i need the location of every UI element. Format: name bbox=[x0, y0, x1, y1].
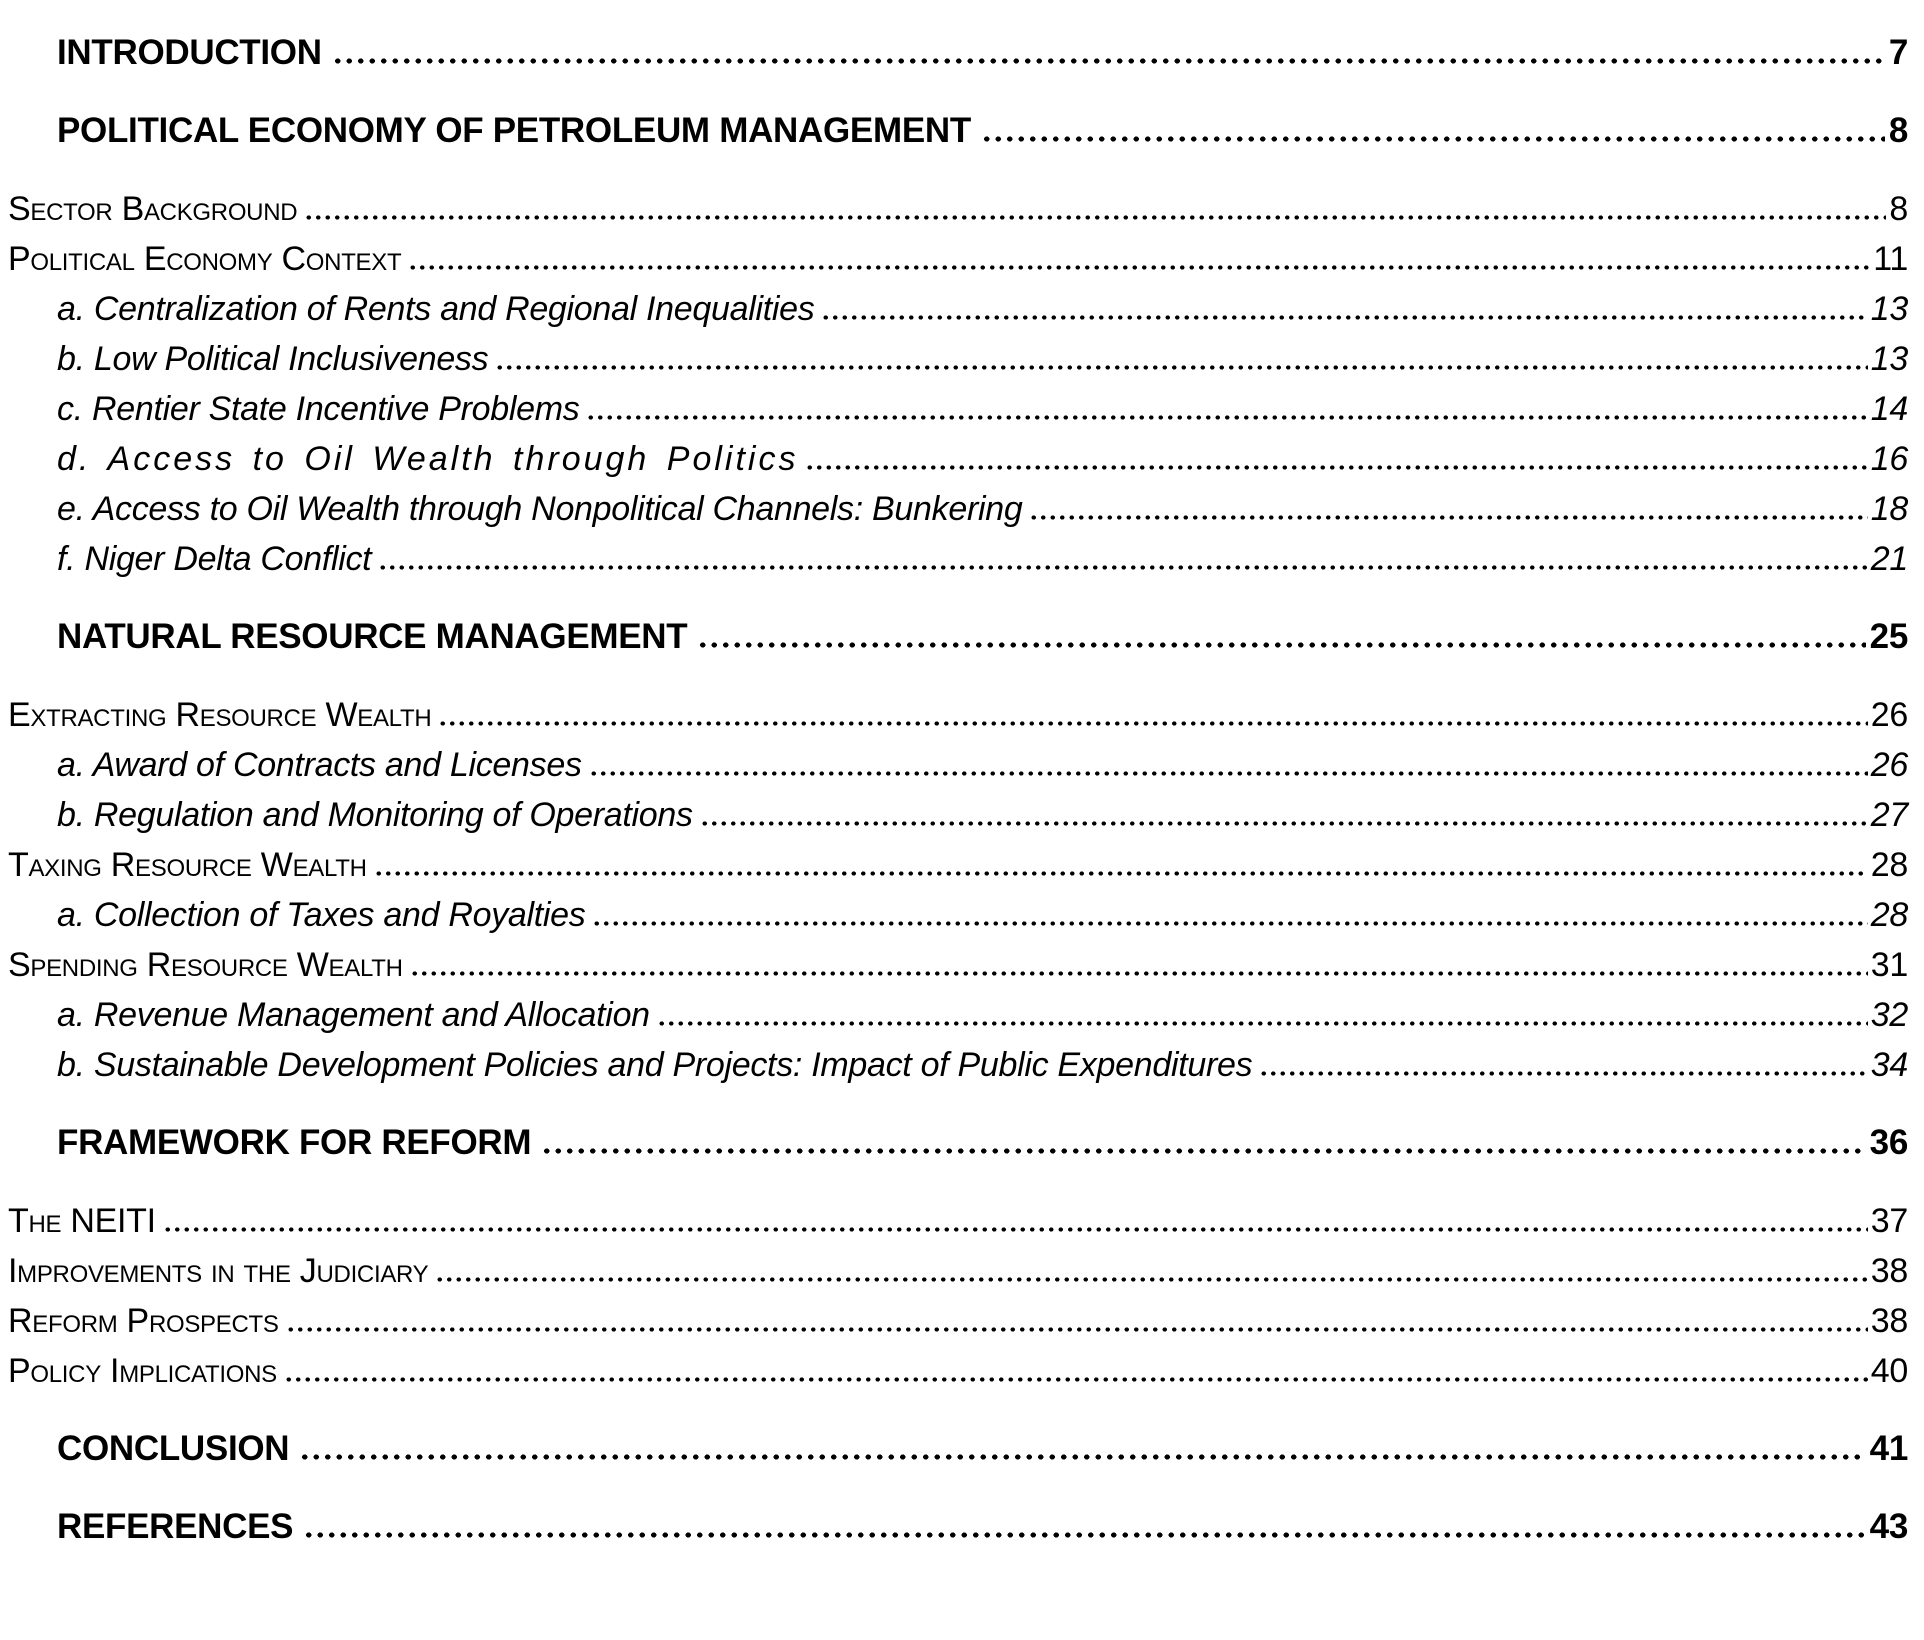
toc-entry-title: d. Access to Oil Wealth through Politics bbox=[57, 440, 799, 478]
toc-entry-title: CONCLUSION bbox=[57, 1429, 290, 1468]
toc-entry-the-neiti[interactable] bbox=[8, 1196, 1908, 1246]
dot-leader bbox=[410, 971, 1868, 976]
toc-entry-extracting-resource-wealth[interactable] bbox=[8, 690, 1908, 740]
dot-leader bbox=[435, 1277, 1867, 1282]
toc-entry-title: b. Regulation and Monitoring of Operations bbox=[57, 796, 693, 834]
toc-entry-access-to-oil-wealth-through-politics[interactable] bbox=[8, 434, 1908, 484]
toc-entry-title: f. Niger Delta Conflict bbox=[57, 540, 372, 578]
dot-leader bbox=[700, 821, 1868, 826]
toc-entry-title: INTRODUCTION bbox=[57, 33, 322, 72]
toc-entry-reform-prospects[interactable] bbox=[8, 1296, 1908, 1346]
dot-leader bbox=[495, 365, 1867, 370]
dot-leader bbox=[697, 642, 1865, 648]
toc-entry-page: 40 bbox=[1870, 1352, 1908, 1390]
toc-entry-page: 13 bbox=[1870, 290, 1908, 328]
toc-entry-page: 38 bbox=[1870, 1302, 1908, 1340]
dot-leader bbox=[303, 1532, 1865, 1538]
toc-entry-title: NATURAL RESOURCE MANAGEMENT bbox=[57, 617, 688, 656]
toc-entry-title: The NEITI bbox=[8, 1202, 156, 1240]
toc-entry-sustainable-development-policies[interactable] bbox=[8, 1040, 1908, 1090]
toc-entry-rentier-state-incentive-problems[interactable] bbox=[8, 384, 1908, 434]
dot-leader bbox=[821, 315, 1867, 320]
dot-leader bbox=[657, 1021, 1868, 1026]
toc-entry-page: 21 bbox=[1870, 540, 1908, 578]
toc-entry-improvements-in-the-judiciary[interactable] bbox=[8, 1246, 1908, 1296]
toc-entry-centralization-of-rents[interactable] bbox=[8, 284, 1908, 334]
toc-entry-page: 11 bbox=[1873, 240, 1908, 278]
toc-entry-sector-background[interactable] bbox=[8, 184, 1908, 234]
dot-leader bbox=[981, 136, 1885, 142]
dot-leader bbox=[286, 1327, 1868, 1332]
toc-entry-title: Spending Resource Wealth bbox=[8, 946, 403, 984]
toc-entry-page: 41 bbox=[1869, 1429, 1908, 1468]
toc-entry-page: 36 bbox=[1869, 1123, 1908, 1162]
toc-entry-political-economy-of-petroleum-management[interactable] bbox=[8, 106, 1908, 156]
toc-entry-framework-for-reform[interactable] bbox=[8, 1118, 1908, 1168]
toc-entry-page: 28 bbox=[1870, 846, 1908, 884]
dot-leader bbox=[374, 871, 1868, 876]
toc-entry-title: a. Collection of Taxes and Royalties bbox=[57, 896, 586, 934]
dot-leader bbox=[592, 921, 1867, 926]
toc-entry-title: a. Award of Contracts and Licenses bbox=[57, 746, 582, 784]
toc-entry-page: 43 bbox=[1869, 1507, 1908, 1546]
toc-entry-page: 16 bbox=[1870, 440, 1908, 478]
toc-entry-natural-resource-management[interactable] bbox=[8, 612, 1908, 662]
dot-leader bbox=[304, 215, 1886, 220]
toc-entry-niger-delta-conflict[interactable] bbox=[8, 534, 1908, 584]
toc-entry-title: Improvements in the Judiciary bbox=[8, 1252, 429, 1290]
toc-entry-title: c. Rentier State Incentive Problems bbox=[57, 390, 580, 428]
toc-entry-access-to-oil-wealth-nonpolitical-bunkering[interactable] bbox=[8, 484, 1908, 534]
toc-entry-taxing-resource-wealth[interactable] bbox=[8, 840, 1908, 890]
toc-entry-page: 38 bbox=[1870, 1252, 1908, 1290]
toc-entry-page: 26 bbox=[1870, 746, 1908, 784]
toc-entry-page: 32 bbox=[1870, 996, 1908, 1034]
toc-entry-page: 31 bbox=[1870, 946, 1908, 984]
toc-entry-page: 8 bbox=[1888, 111, 1908, 150]
dot-leader bbox=[1029, 515, 1867, 520]
dot-leader bbox=[378, 565, 1867, 570]
dot-leader bbox=[438, 721, 1867, 726]
dot-leader bbox=[299, 1454, 1865, 1460]
toc-entry-page: 18 bbox=[1870, 490, 1908, 528]
dot-leader bbox=[163, 1227, 1868, 1232]
toc-entry-award-of-contracts-and-licenses[interactable] bbox=[8, 740, 1908, 790]
toc-entry-page: 13 bbox=[1870, 340, 1908, 378]
dot-leader bbox=[541, 1148, 1865, 1154]
toc-entry-title: Sector Background bbox=[8, 190, 298, 228]
toc-entry-low-political-inclusiveness[interactable] bbox=[8, 334, 1908, 384]
dot-leader bbox=[284, 1377, 1868, 1382]
toc-entry-collection-of-taxes-and-royalties[interactable] bbox=[8, 890, 1908, 940]
dot-leader bbox=[586, 415, 1867, 420]
toc-entry-regulation-and-monitoring-of-operations[interactable] bbox=[8, 790, 1908, 840]
dot-leader bbox=[408, 265, 1870, 270]
toc-entry-policy-implications[interactable] bbox=[8, 1346, 1908, 1396]
toc-entry-title: FRAMEWORK FOR REFORM bbox=[57, 1123, 532, 1162]
toc-entry-page: 37 bbox=[1870, 1202, 1908, 1240]
toc-entry-page: 34 bbox=[1870, 1046, 1908, 1084]
toc-entry-page: 26 bbox=[1870, 696, 1908, 734]
dot-leader bbox=[805, 465, 1867, 470]
toc-entry-title: b. Low Political Inclusiveness bbox=[57, 340, 489, 378]
toc-entry-title: Extracting Resource Wealth bbox=[8, 696, 432, 734]
toc-entry-page: 27 bbox=[1870, 796, 1908, 834]
toc-entry-conclusion[interactable] bbox=[8, 1424, 1908, 1474]
toc-entry-references[interactable] bbox=[8, 1502, 1908, 1552]
toc-entry-title: Policy Implications bbox=[8, 1352, 277, 1390]
toc-entry-title: a. Centralization of Rents and Regional Inequalities bbox=[57, 290, 815, 328]
toc-entry-introduction[interactable] bbox=[8, 28, 1908, 78]
toc-entry-title: b. Sustainable Development Policies and Projects: Impact of Public Expenditures bbox=[57, 1046, 1253, 1084]
dot-leader bbox=[1259, 1071, 1867, 1076]
toc-entry-revenue-management-and-allocation[interactable] bbox=[8, 990, 1908, 1040]
toc-entry-page: 14 bbox=[1870, 390, 1908, 428]
toc-entry-title: REFERENCES bbox=[57, 1507, 294, 1546]
toc-entry-page: 7 bbox=[1888, 33, 1908, 72]
toc-entry-page: 8 bbox=[1889, 190, 1908, 228]
toc-entry-title: Reform Prospects bbox=[8, 1302, 279, 1340]
toc-entry-title: Political Economy Context bbox=[8, 240, 402, 278]
toc-entry-title: e. Access to Oil Wealth through Nonpolitical Channels: Bunkering bbox=[57, 490, 1023, 528]
toc-entry-title: a. Revenue Management and Allocation bbox=[57, 996, 650, 1034]
toc-entry-spending-resource-wealth[interactable] bbox=[8, 940, 1908, 990]
toc-entry-title: POLITICAL ECONOMY OF PETROLEUM MANAGEMENT bbox=[57, 111, 971, 150]
dot-leader bbox=[589, 771, 1868, 776]
toc-entry-page: 25 bbox=[1869, 617, 1908, 656]
toc-entry-political-economy-context[interactable] bbox=[8, 234, 1908, 284]
toc-entry-page: 28 bbox=[1870, 896, 1908, 934]
dot-leader bbox=[332, 58, 1885, 64]
toc-entry-title: Taxing Resource Wealth bbox=[8, 846, 367, 884]
